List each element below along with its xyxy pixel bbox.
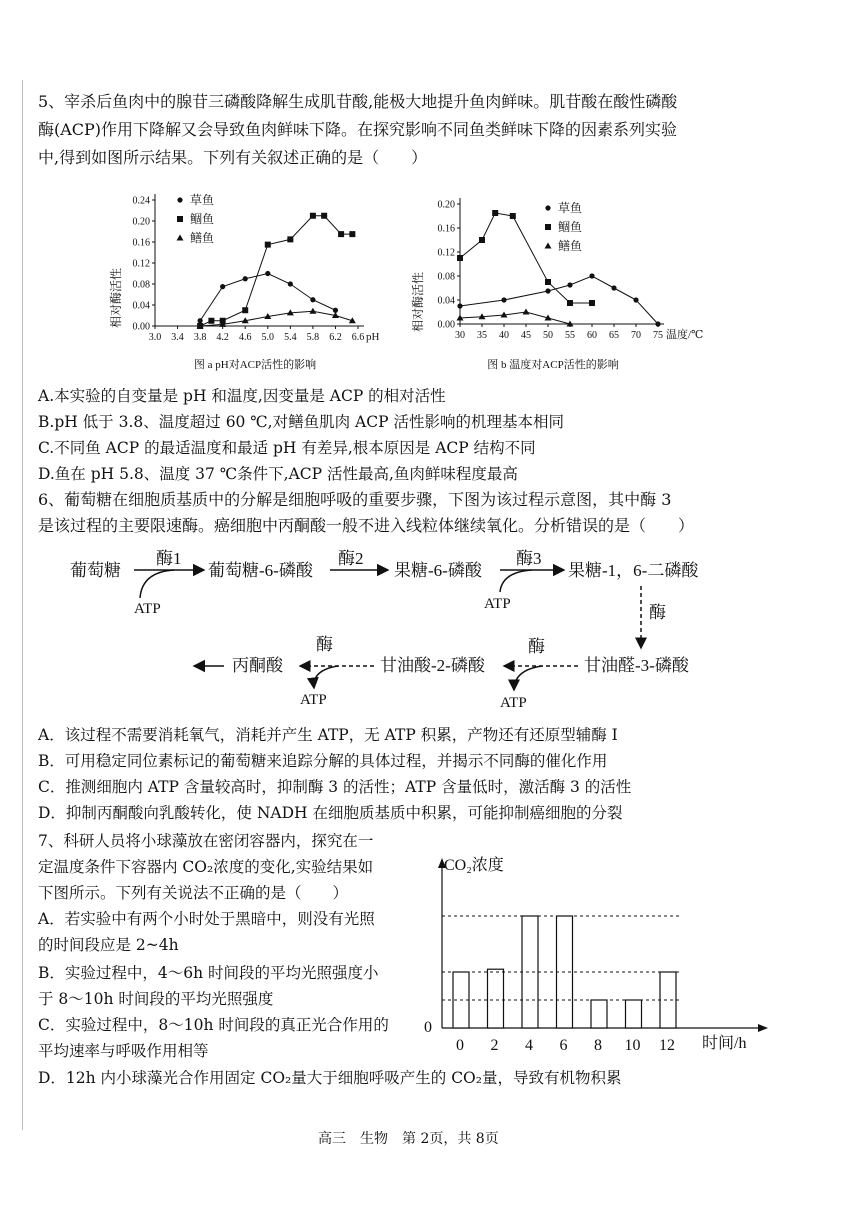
- enzyme-down-label: 酶: [649, 603, 666, 622]
- y-tick-label: 0.08: [437, 271, 455, 283]
- q5-option-a[interactable]: A.本实验的自变量是 pH 和温度,因变量是 ACP 的相对活性: [38, 387, 446, 405]
- q5-option-d[interactable]: D.鱼在 pH 5.8、温度 37 ℃条件下,ACP 活性最高,鱼肉鲜味程度最高: [38, 465, 518, 483]
- x-tick-label: 60: [587, 330, 597, 341]
- atp-curve-2: [500, 570, 532, 592]
- y-tick-label: 0.20: [132, 216, 150, 228]
- y-tick-label: 0.16: [437, 223, 455, 235]
- legend-label: 鲴鱼: [558, 220, 583, 234]
- data-point-鲴鱼: [545, 279, 551, 285]
- atp-label-1: ATP: [134, 601, 161, 617]
- data-point-鲴鱼: [457, 255, 463, 261]
- y-tick-label: 0.00: [132, 321, 150, 333]
- series-line-鲴鱼: [200, 216, 352, 326]
- y-tick-label: 0.16: [132, 237, 150, 249]
- x-tick-label: 4: [525, 1037, 533, 1054]
- legend-marker-鳝鱼: [545, 243, 552, 249]
- enzyme3-label: 酶3: [516, 549, 542, 568]
- q5-stem-line-1: 5、宰杀后鱼肉中的腺苷三磷酸降解生成肌苷酸,能极大地提升鱼肉鲜味。肌苷酸在酸性磷酸: [38, 92, 678, 111]
- q6-stem-line-1: 6、葡萄糖在细胞质基质中的分解是细胞呼吸的重要步骤，下图为该过程示意图，其中酶 3: [38, 490, 672, 509]
- q6-option-c[interactable]: C．推测细胞内 ATP 含量较高时，抑制酶 3 的活性；ATP 含量低时，激活酶 3 的活性: [38, 778, 632, 796]
- data-point-鲴鱼: [589, 300, 595, 306]
- legend-label: 鲴鱼: [190, 212, 215, 226]
- x-tick-label: 70: [631, 330, 641, 341]
- data-point-鳝鱼: [309, 308, 316, 314]
- chart-a-ylabel: 相对酶活性: [109, 267, 123, 329]
- q7-option-d[interactable]: D．12h 内小球藻光合作用固定 CO₂量大于细胞呼吸产生的 CO₂量，导致有机物积累: [38, 1069, 622, 1087]
- bar-10-12: [626, 1000, 642, 1028]
- q5-option-b[interactable]: B.pH 低于 3.8、温度超过 60 ℃,对鳝鱼肌肉 ACP 活性影响的机理基本相同: [38, 413, 564, 431]
- y-tick-label: 0.04: [132, 300, 150, 312]
- data-point-鲴鱼: [492, 210, 498, 216]
- x-axis-unit: pH: [366, 331, 380, 343]
- x-tick-label: 10: [624, 1037, 641, 1054]
- y-tick-label: 0.12: [437, 247, 455, 259]
- data-point-草鱼: [288, 281, 293, 286]
- x-axis-arrow: [758, 1024, 768, 1032]
- f6p-label: 果糖-6-磷酸: [394, 561, 482, 580]
- x-tick-label: 3.0: [148, 332, 162, 343]
- data-point-鳝鱼: [523, 309, 530, 315]
- data-point-鲴鱼: [265, 242, 271, 248]
- x-tick-label: 75: [653, 330, 663, 341]
- y-tick-label: 0.20: [437, 199, 455, 211]
- legend-label: 鳝鱼: [558, 239, 583, 253]
- legend-marker-草鱼: [545, 205, 550, 210]
- x-tick-label: 12: [659, 1037, 675, 1054]
- data-point-鲴鱼: [242, 307, 248, 313]
- q5-stem-line-2: 酶(ACP)作用下降解又会导致鱼肉鲜味下降。在探究影响不同鱼类鲜味下降的因素系列实验: [38, 120, 678, 139]
- x-tick-label: 35: [477, 330, 487, 341]
- g6p-label: 葡萄糖-6-磷酸: [208, 561, 313, 580]
- data-point-鲴鱼: [567, 300, 573, 306]
- series-line-鳝鱼: [460, 312, 570, 324]
- q7-option-b-line-2[interactable]: 于 8～10h 时间段的平均光照强度: [38, 990, 274, 1008]
- data-point-鲴鱼: [321, 213, 327, 219]
- x-tick-label: 50: [543, 330, 553, 341]
- legend-marker-鲴鱼: [177, 216, 183, 222]
- glucose-label: 葡萄糖: [70, 561, 121, 580]
- legend-label: 鳝鱼: [190, 231, 215, 245]
- chart-b-title: 图 b 温度对ACP活性的影响: [487, 359, 619, 371]
- x-tick-label: 6.6: [351, 332, 365, 343]
- chart-a-title: 图 a pH对ACP活性的影响: [193, 359, 317, 371]
- data-point-草鱼: [220, 284, 225, 289]
- q6-stem-line-2: 是该过程的主要限速酶。癌细胞中丙酮酸一般不进入线粒体继续氧化。分析错误的是（ ）: [38, 516, 695, 535]
- data-point-鲴鱼: [208, 318, 214, 324]
- y-tick-label: 0.04: [437, 295, 455, 307]
- q6-option-b[interactable]: B．可用稳定同位素标记的葡萄糖来追踪分解的具体过程，并揭示不同酶的催化作用: [38, 752, 608, 770]
- page-footer: 高三 生物 第 2页，共 8页: [318, 1131, 499, 1147]
- data-point-鲴鱼: [310, 213, 316, 219]
- q6-option-d[interactable]: D．抑制丙酮酸向乳酸转化，使 NADH 在细胞质基质中积累，可能抑制癌细胞的分裂: [38, 804, 623, 822]
- q7-stem-line-1: 7、科研人员将小球藻放在密闭容器内，探究在一: [38, 832, 374, 850]
- x-tick-label: 3.4: [171, 332, 184, 343]
- x-tick-label: 4.6: [238, 332, 252, 343]
- bar-8-10: [591, 1000, 607, 1028]
- y-tick-label: 0.12: [132, 258, 150, 270]
- q7-option-c-line-2[interactable]: 平均速率与呼吸作用相等: [38, 1042, 209, 1060]
- q7-option-a-line-2[interactable]: 的时间段应是 2~4h: [38, 936, 179, 954]
- x-tick-label: 2: [490, 1037, 499, 1054]
- x-tick-label: 4.2: [216, 332, 229, 343]
- legend-label: 草鱼: [190, 193, 215, 207]
- y-tick-label: 0.00: [437, 319, 455, 331]
- x-tick-label: 5.8: [306, 332, 320, 343]
- q7-option-c-line-1[interactable]: C．实验过程中，8～10h 时间段的真正光合作用的: [38, 1016, 389, 1034]
- x-tick-label: 6.2: [329, 332, 342, 343]
- y-tick-label: 0.08: [132, 279, 150, 291]
- x-tick-label: 0: [456, 1037, 464, 1054]
- g3p-label: 甘油醛-3-磷酸: [584, 656, 689, 675]
- data-point-草鱼: [243, 276, 248, 281]
- data-point-草鱼: [265, 271, 270, 276]
- chart-c-ylabel: CO₂浓度: [444, 857, 504, 874]
- data-point-草鱼: [567, 282, 572, 287]
- legend-marker-鲴鱼: [545, 224, 551, 230]
- x-tick-label: 55: [565, 330, 575, 341]
- glycolysis-diagram: [38, 540, 838, 715]
- bar-4-6: [522, 916, 538, 1028]
- bar-12-14: [660, 972, 676, 1028]
- q7-option-a-line-1[interactable]: A．若实验中有两个小时处于黑暗中，则没有光照: [38, 910, 375, 928]
- data-point-草鱼: [589, 273, 594, 278]
- q5-stem-line-3: 中,得到如图所示结果。下列有关叙述正确的是（ ）: [38, 148, 428, 167]
- legend-marker-鳝鱼: [177, 235, 184, 241]
- enzyme2-label: 酶2: [338, 549, 364, 568]
- chart-b-ylabel: 相对酶活性: [411, 271, 425, 333]
- x-tick-label: 45: [521, 330, 531, 341]
- atp-curve-1: [140, 570, 174, 598]
- atp-label-3: ATP: [500, 695, 527, 711]
- chart-ph-acp: [100, 178, 410, 378]
- data-point-鲴鱼: [338, 231, 344, 237]
- data-point-草鱼: [457, 303, 462, 308]
- data-point-草鱼: [310, 297, 315, 302]
- q7-stem-line-2: 定温度条件下容器内 CO₂浓度的变化,实验结果如: [38, 858, 374, 876]
- f16bp-label: 果糖-1，6-二磷酸: [568, 561, 699, 580]
- margin-line: [22, 80, 23, 1130]
- data-point-鲴鱼: [287, 236, 293, 242]
- atp-label-4: ATP: [300, 692, 327, 708]
- data-point-草鱼: [655, 321, 660, 326]
- x-tick-label: 5.0: [261, 332, 275, 343]
- x-tick-label: 30: [455, 330, 465, 341]
- pyruvate-label: 丙酮酸: [232, 656, 283, 675]
- enzyme1-label: 酶1: [156, 549, 182, 568]
- q5-option-c[interactable]: C.不同鱼 ACP 的最适温度和最适 pH 有差异,根本原因是 ACP 结构不同: [38, 439, 536, 457]
- q7-option-b-line-1[interactable]: B．实验过程中，4～6h 时间段的平均光照强度小: [38, 964, 379, 982]
- atp-curve-4: [314, 666, 338, 688]
- bar-2-4: [488, 969, 504, 1028]
- chart-temp-acp: [408, 182, 728, 378]
- x-tick-label: 40: [499, 330, 509, 341]
- x-tick-label: 5.4: [284, 332, 297, 343]
- data-point-草鱼: [545, 288, 550, 293]
- data-point-草鱼: [633, 297, 638, 302]
- x-axis-unit: 温度/℃: [666, 329, 704, 341]
- enzyme-left2-label: 酶: [316, 635, 333, 654]
- data-point-草鱼: [611, 285, 616, 290]
- chart-c-xlabel: 时间/h: [702, 1035, 747, 1052]
- data-point-草鱼: [501, 297, 506, 302]
- data-point-鲴鱼: [349, 231, 355, 237]
- data-point-鲴鱼: [510, 213, 516, 219]
- q6-option-a[interactable]: A．该过程不需要消耗氧气，消耗并产生 ATP，无 ATP 积累，产物还有还原型辅酶 I: [38, 726, 618, 744]
- q7-stem-line-3: 下图所示。下列有关说法不正确的是（ ）: [38, 884, 349, 902]
- series-line-草鱼: [460, 276, 658, 324]
- x-tick-label: 8: [594, 1037, 602, 1054]
- x-tick-label: 6: [559, 1037, 568, 1054]
- chart-c-origin: 0: [424, 1019, 432, 1036]
- legend-marker-草鱼: [177, 197, 182, 202]
- legend-label: 草鱼: [558, 201, 583, 215]
- enzyme-left1-label: 酶: [528, 637, 545, 656]
- atp-label-2: ATP: [484, 596, 511, 612]
- chart-co2-concentration: [420, 850, 770, 1060]
- y-tick-label: 0.24: [132, 195, 150, 207]
- glycerate2p-label: 甘油酸-2-磷酸: [380, 656, 485, 675]
- x-tick-label: 65: [609, 330, 619, 341]
- data-point-鲴鱼: [479, 237, 485, 243]
- x-tick-label: 3.8: [193, 332, 207, 343]
- atp-curve-3: [514, 666, 542, 690]
